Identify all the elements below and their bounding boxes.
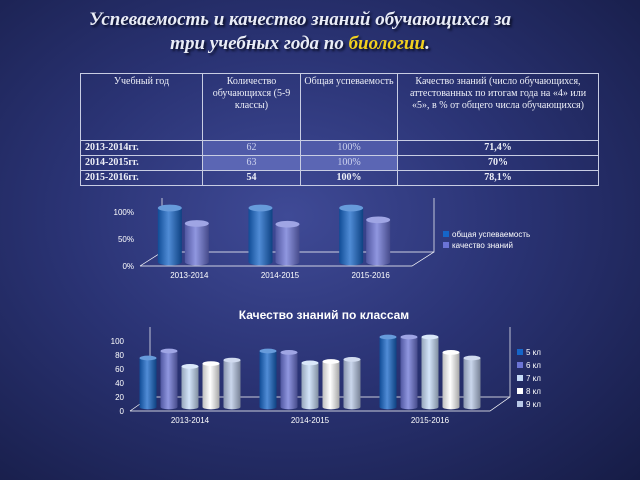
x-tick-label: 2014-2015 (260, 271, 300, 280)
header-quality: Качество знаний (число обучающихся, аттестованных по итогам года на «4» или «5», в % от общего числа обучающихся) (398, 74, 599, 141)
y-tick-label: 0% (122, 262, 134, 271)
legend-label: 5 кл (526, 348, 541, 357)
y-tick-label: 40 (115, 379, 124, 388)
y-tick-label: 50% (117, 235, 134, 244)
row-success: 100% (301, 156, 398, 171)
y-tick-label: 100% (113, 208, 134, 217)
legend-label: общая успеваемость (452, 230, 531, 239)
x-tick-label: 2013-2014 (170, 416, 210, 425)
legend-label: 9 кл (526, 400, 541, 409)
bar (344, 357, 361, 409)
x-tick-label: 2013-2014 (170, 271, 209, 280)
header-count: Количество обучающихся (5-9 классы) (203, 74, 301, 141)
x-tick-label: 2014-2015 (290, 416, 330, 425)
bar (380, 335, 397, 410)
row-quality: 70% (398, 156, 599, 171)
legend-label: 7 кл (526, 374, 541, 383)
legend-swatch (517, 388, 523, 394)
row-count: 54 (203, 171, 301, 186)
row-success: 100% (301, 171, 398, 186)
bar (401, 335, 418, 410)
legend-swatch (517, 375, 523, 381)
row-success: 100% (301, 141, 398, 156)
title-subject: биологии (348, 33, 426, 54)
row-year: 2013-2014гг. (81, 141, 203, 156)
row-year: 2015-2016гг. (81, 171, 203, 186)
legend-swatch (517, 401, 523, 407)
row-count: 62 (203, 141, 301, 156)
header-success: Общая успеваемость (301, 74, 398, 141)
legend-swatch (517, 349, 523, 355)
y-tick-label: 100 (110, 337, 124, 346)
y-tick-label: 60 (115, 365, 124, 374)
bar (203, 361, 220, 409)
y-tick-label: 0 (119, 407, 124, 416)
bar (443, 350, 460, 409)
y-tick-label: 80 (115, 351, 124, 360)
bar (323, 359, 340, 409)
bar (224, 358, 241, 410)
x-tick-label: 2015-2016 (351, 271, 390, 280)
legend-label: 6 кл (526, 361, 541, 370)
bar (302, 361, 319, 410)
title-line-2-prefix: три учебных года по (170, 33, 349, 54)
row-count: 63 (203, 156, 301, 171)
row-year: 2014-2015гг. (81, 156, 203, 171)
header-year: Учебный год (81, 74, 203, 141)
bar (140, 356, 157, 410)
legend-swatch (517, 362, 523, 368)
bar (161, 349, 178, 410)
x-tick-label: 2015-2016 (410, 416, 450, 425)
bar (260, 349, 277, 410)
bar (182, 364, 199, 409)
bar (422, 335, 439, 410)
chart-title: Качество знаний по классам (238, 308, 410, 322)
row-quality: 78,1% (398, 171, 599, 186)
y-tick-label: 20 (115, 393, 124, 402)
legend-label: 8 кл (526, 387, 541, 396)
bar (464, 356, 481, 410)
bar (281, 350, 298, 409)
title-line-1: Успеваемость и качество знаний обучающихся за (88, 9, 512, 30)
title-line-2-suffix: . (425, 33, 430, 54)
row-quality: 71,4% (398, 141, 599, 156)
legend-label: качество знаний (452, 241, 513, 250)
